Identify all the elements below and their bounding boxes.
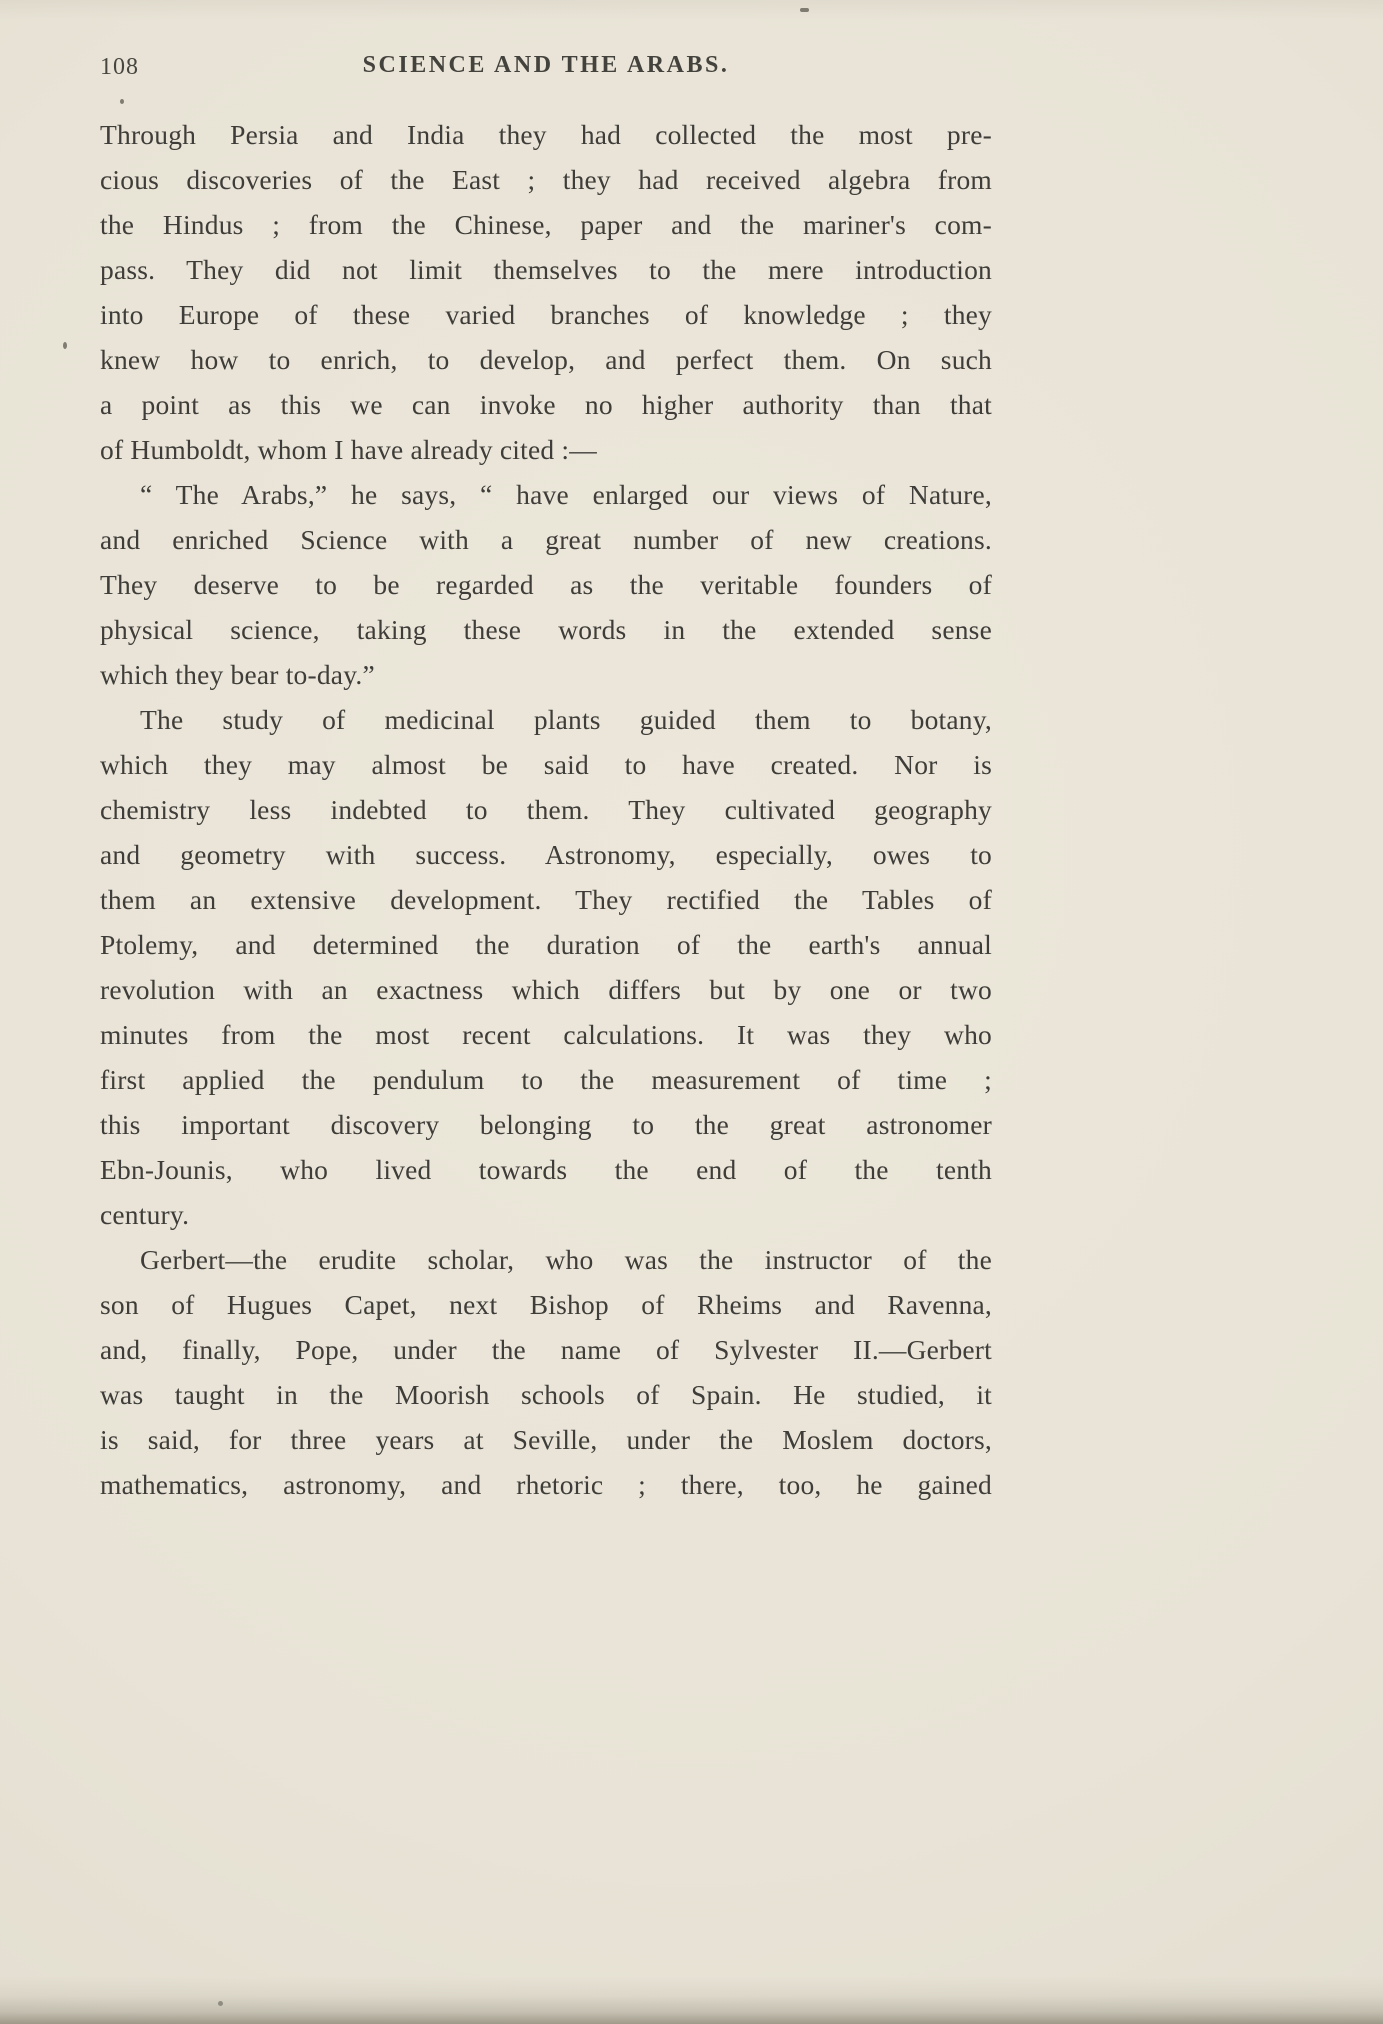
text-line: century. xyxy=(100,1199,190,1230)
page-header xyxy=(100,52,992,86)
text-line: and enriched Science with a great number of new creations. xyxy=(100,524,992,555)
text-line: and geometry with success. Astronomy, especially, owes to xyxy=(100,839,992,870)
page-number: 108 xyxy=(100,54,139,80)
paragraph xyxy=(100,697,992,1237)
text-line: is said, for three years at Seville, under the Moslem doctors, xyxy=(100,1424,992,1455)
running-head-title: SCIENCE AND THE ARABS. xyxy=(362,52,730,78)
scan-speck xyxy=(63,342,67,349)
scan-speck xyxy=(800,8,809,12)
paragraph xyxy=(100,1237,992,1507)
text-line: was taught in the Moorish schools of Spain. He studied, it xyxy=(100,1379,992,1410)
text-line: Gerbert—the erudite scholar, who was the instructor of the xyxy=(140,1244,992,1275)
text-line: this important discovery belonging to the great astronomer xyxy=(100,1109,992,1140)
text-line: cious discoveries of the East ; they had received algebra from xyxy=(100,164,992,195)
scan-speck xyxy=(120,99,124,104)
text-line: The study of medicinal plants guided them to botany, xyxy=(140,704,992,735)
text-line: into Europe of these varied branches of knowledge ; they xyxy=(100,299,992,330)
text-line: chemistry less indebted to them. They cultivated geography xyxy=(100,794,992,825)
scan-speck xyxy=(218,2001,223,2006)
text-line: knew how to enrich, to develop, and perfect them. On such xyxy=(100,344,992,375)
text-line: physical science, taking these words in the extended sense xyxy=(100,614,992,645)
text-line: mathematics, astronomy, and rhetoric ; there, too, he gained xyxy=(100,1469,992,1500)
text-line: of Humboldt, whom I have already cited :— xyxy=(100,434,597,465)
text-line: son of Hugues Capet, next Bishop of Rheims and Ravenna, xyxy=(100,1289,992,1320)
text-line: pass. They did not limit themselves to the mere introduction xyxy=(100,254,992,285)
paragraph xyxy=(100,112,992,472)
text-line: and, finally, Pope, under the name of Sylvester II.—Gerbert xyxy=(100,1334,992,1365)
text-line: “ The Arabs,” he says, “ have enlarged our views of Nature, xyxy=(140,479,992,510)
text-line: which they bear to-day.” xyxy=(100,659,375,690)
text-line: the Hindus ; from the Chinese, paper and the mariner's com- xyxy=(100,209,992,240)
text-line: first applied the pendulum to the measurement of time ; xyxy=(100,1064,992,1095)
text-line: revolution with an exactness which differs but by one or two xyxy=(100,974,992,1005)
text-line: them an extensive development. They rectified the Tables of xyxy=(100,884,992,915)
text-line: a point as this we can invoke no higher authority than that xyxy=(100,389,992,420)
paragraph xyxy=(100,472,992,697)
text-line: Ebn-Jounis, who lived towards the end of the tenth xyxy=(100,1154,992,1185)
text-line: They deserve to be regarded as the veritable founders of xyxy=(100,569,992,600)
page-body xyxy=(100,112,992,1507)
text-line: Ptolemy, and determined the duration of the earth's annual xyxy=(100,929,992,960)
text-line: Through Persia and India they had collected the most pre- xyxy=(100,119,992,150)
text-line: which they may almost be said to have created. Nor is xyxy=(100,749,992,780)
text-line: minutes from the most recent calculations. It was they who xyxy=(100,1019,992,1050)
